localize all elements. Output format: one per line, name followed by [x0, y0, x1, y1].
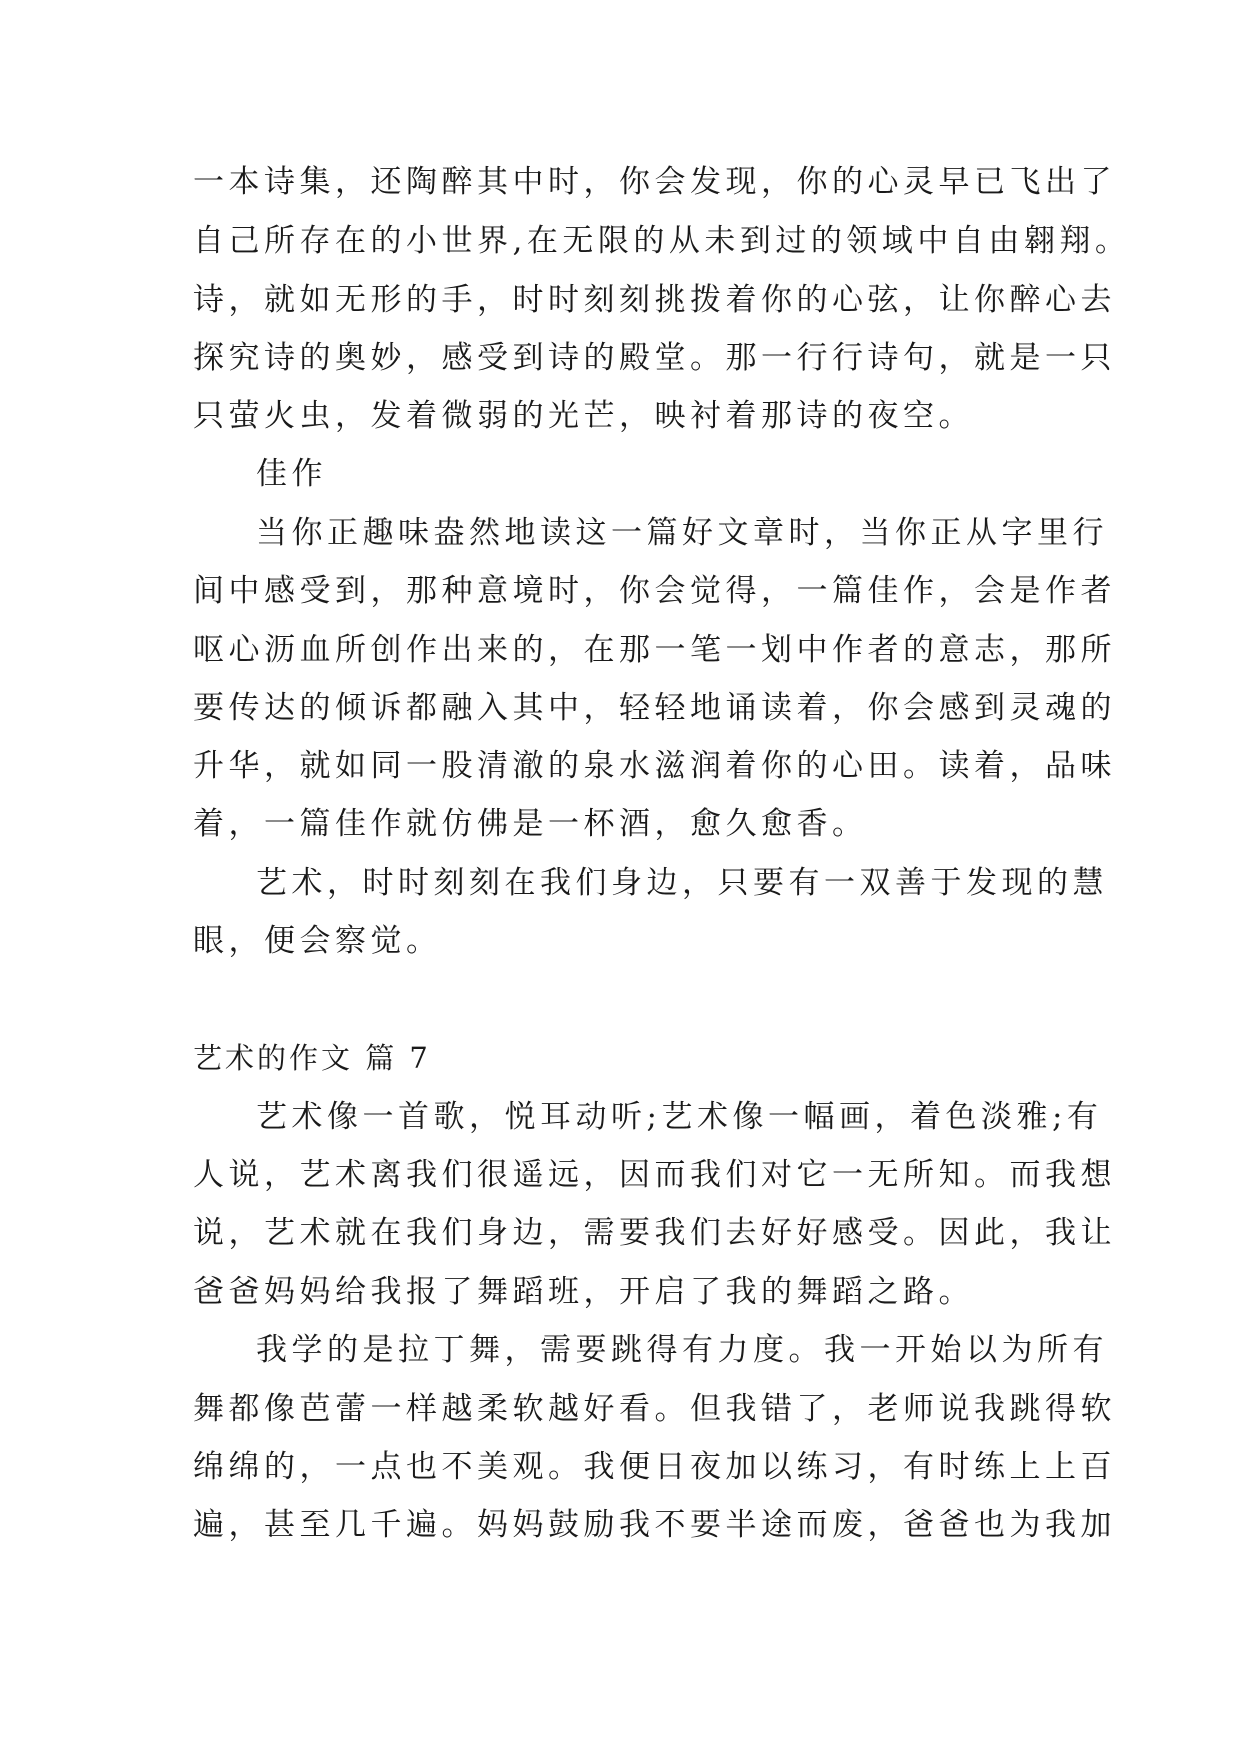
paragraph-line: 一本诗集，还陶醉其中时，你会发现，你的心灵早已飞出了: [193, 164, 1116, 200]
paragraph-line: 绵绵的，一点也不美观。我便日夜加以练习，有时练上上百: [193, 1449, 1116, 1485]
paragraph-line: 诗，就如无形的手，时时刻刻挑拨着你的心弦，让你醉心去: [193, 282, 1116, 318]
section-heading: 艺术的作文 篇 7: [193, 1041, 431, 1075]
paragraph-line: 只萤火虫，发着微弱的光芒，映衬着那诗的夜空。: [193, 398, 974, 434]
paragraph-line: 说，艺术就在我们身边，需要我们去好好感受。因此，我让: [193, 1215, 1116, 1251]
paragraph-line: 要传达的倾诉都融入其中，轻轻地诵读着，你会感到灵魂的: [193, 690, 1116, 726]
paragraph-line: 艺术，时时刻刻在我们身边，只要有一双善于发现的慧: [256, 865, 1108, 901]
paragraph-line: 探究诗的奥妙，感受到诗的殿堂。那一行行诗句，就是一只: [193, 340, 1116, 376]
paragraph-line: 爸爸妈妈给我报了舞蹈班，开启了我的舞蹈之路。: [193, 1274, 974, 1310]
paragraph-line: 呕心沥血所创作出来的，在那一笔一划中作者的意志，那所: [193, 632, 1116, 668]
document-body: [193, 0, 1131, 1754]
paragraph-line: 舞都像芭蕾一样越柔软越好看。但我错了，老师说我跳得软: [193, 1391, 1116, 1427]
paragraph-line: 当你正趣味盎然地读这一篇好文章时，当你正从字里行: [256, 515, 1108, 551]
subtitle: 佳作: [256, 456, 327, 492]
paragraph-line: 自己所存在的小世界,在无限的从未到过的领域中自由翱翔。: [193, 223, 1131, 259]
paragraph-line: 升华，就如同一股清澈的泉水滋润着你的心田。读着，品味: [193, 748, 1116, 784]
paragraph-line: 着，一篇佳作就仿佛是一杯酒，愈久愈香。: [193, 806, 868, 842]
paragraph-line: 遍，甚至几千遍。妈妈鼓励我不要半途而废，爸爸也为我加: [193, 1507, 1116, 1543]
paragraph-line: 我学的是拉丁舞，需要跳得有力度。我一开始以为所有: [256, 1332, 1108, 1368]
paragraph-line: 人说，艺术离我们很遥远，因而我们对它一无所知。而我想: [193, 1157, 1116, 1193]
paragraph-line: 眼，便会察觉。: [193, 923, 442, 959]
paragraph-line: 间中感受到，那种意境时，你会觉得，一篇佳作，会是作者: [193, 573, 1116, 609]
paragraph-line: 艺术像一首歌，悦耳动听;艺术像一幅画，着色淡雅;有: [256, 1099, 1103, 1135]
